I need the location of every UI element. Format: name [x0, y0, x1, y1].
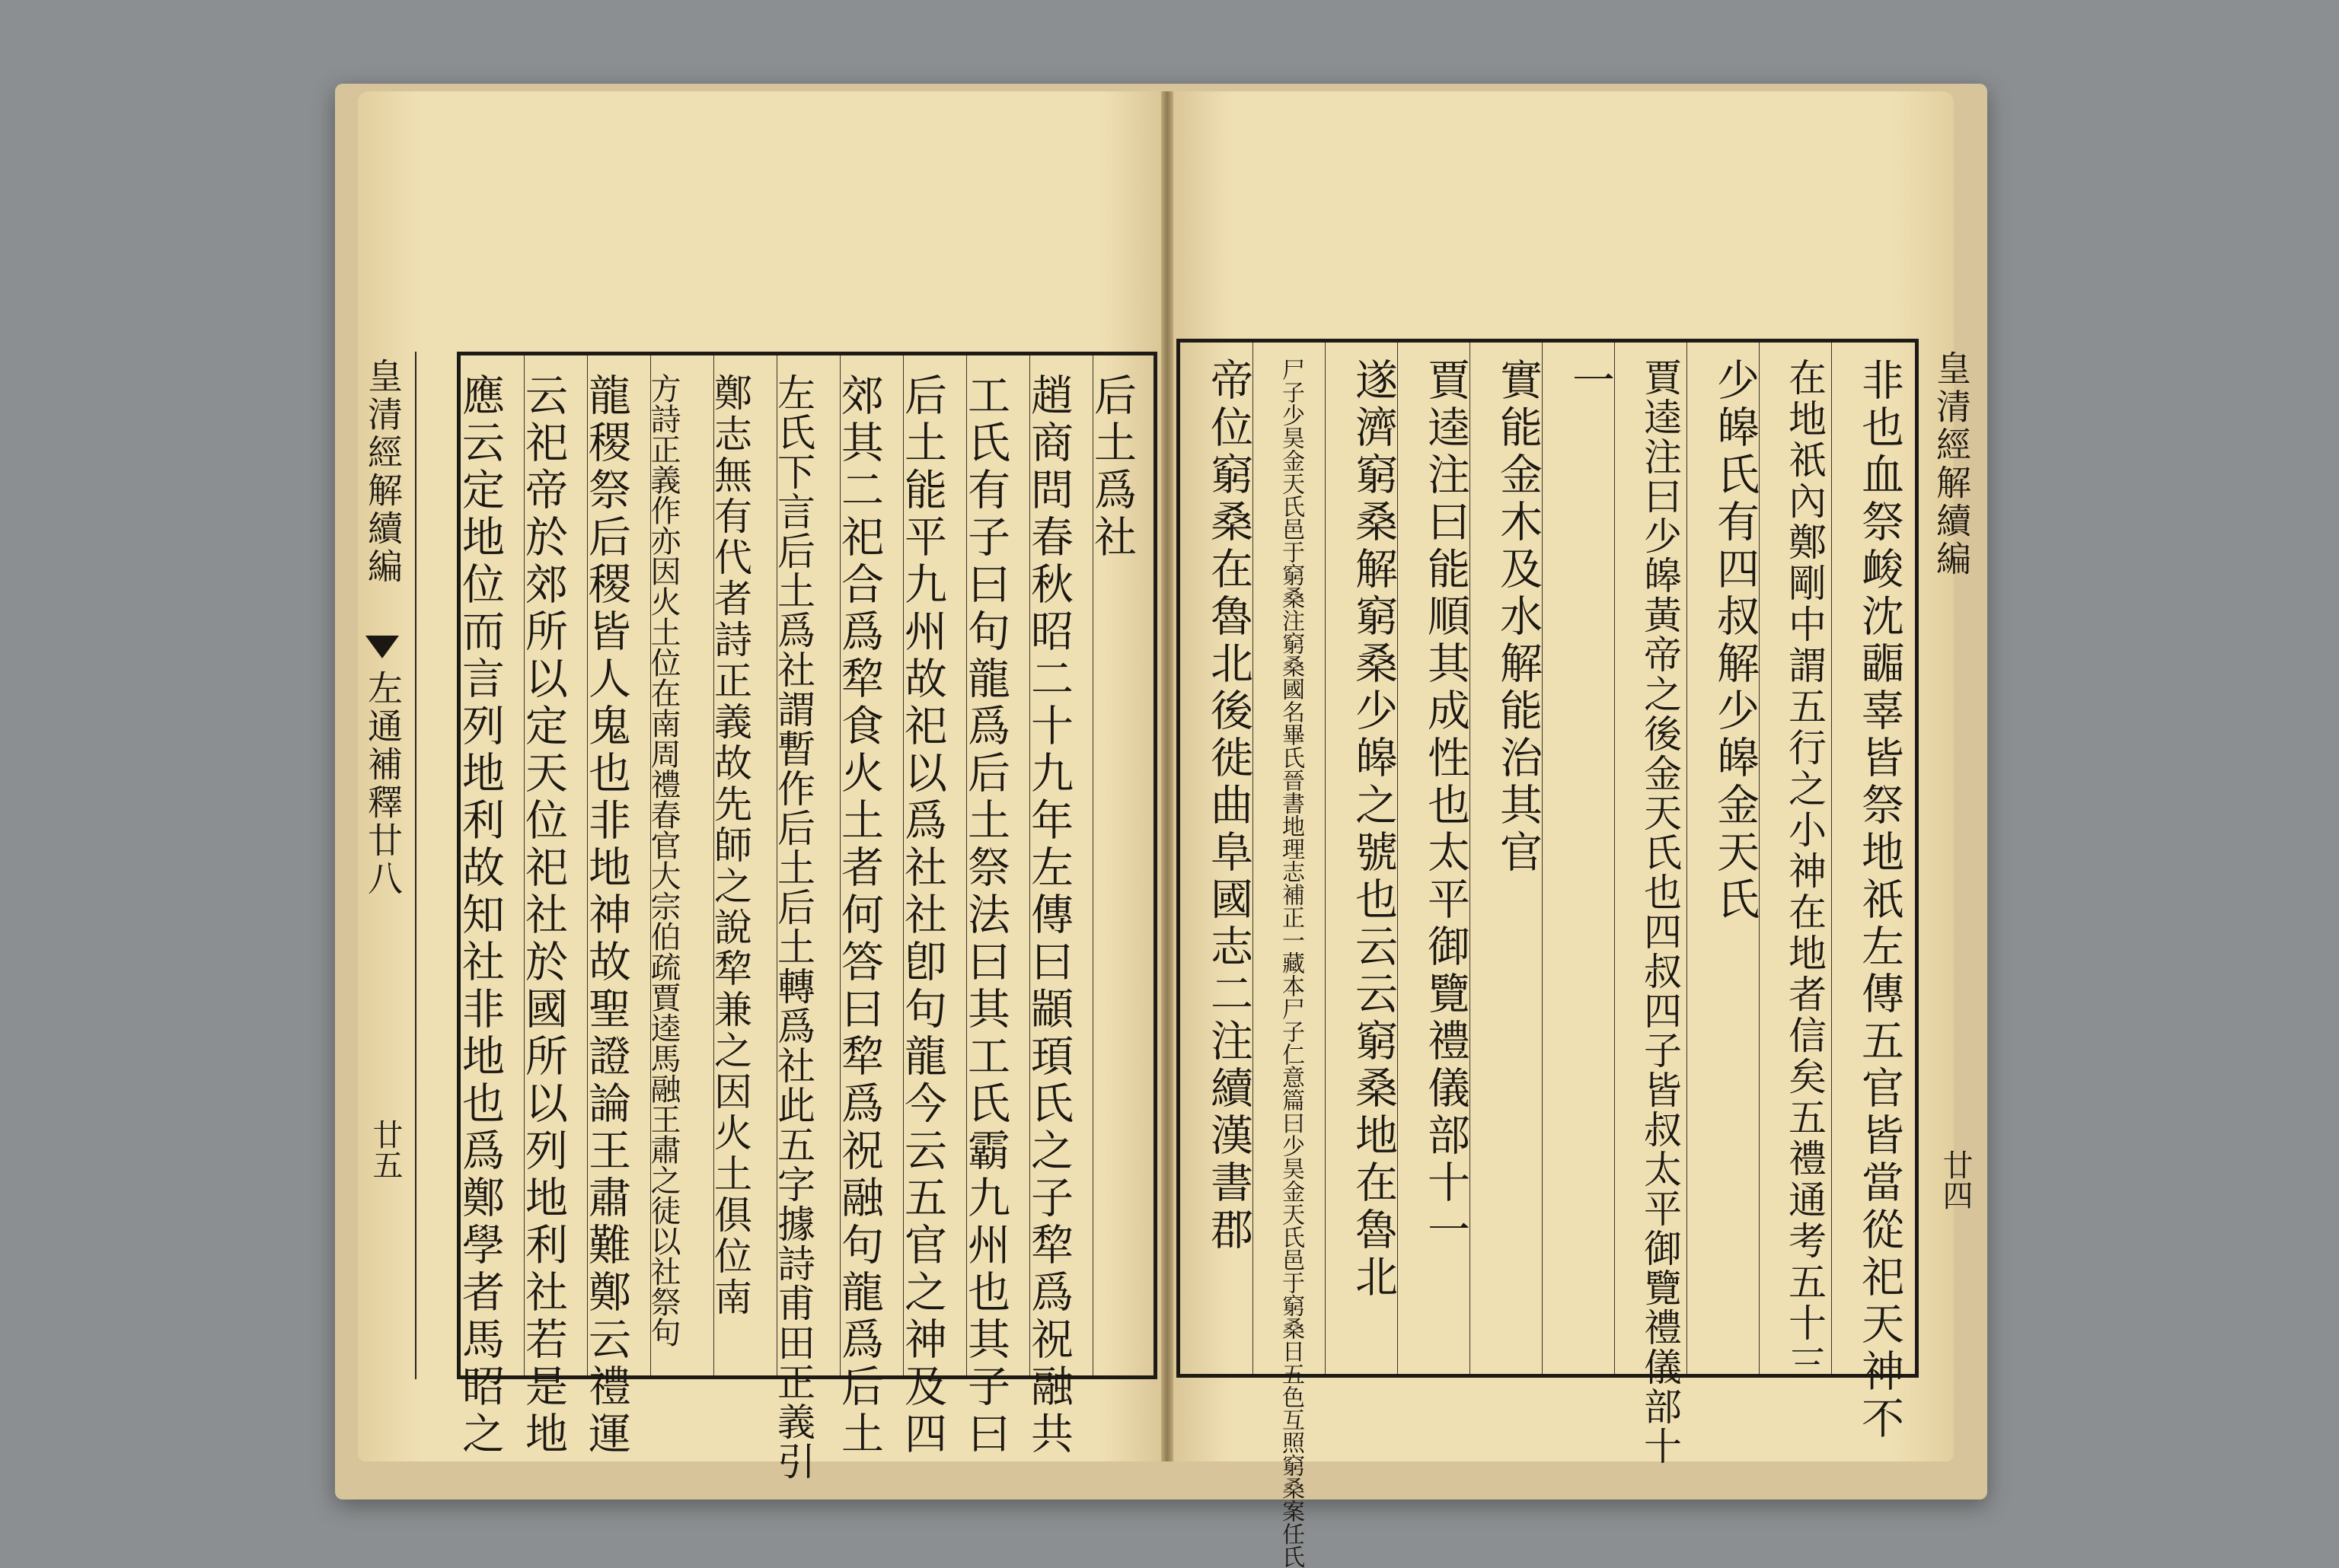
- text-column-2: 趙商問春秋昭二十九年左傳曰顓頊氏之子犂爲祝融共: [1024, 373, 1074, 1458]
- text-column-r2: 在地祇內鄭剛中謂五行之小神在地者信矣五禮通考五十三: [1782, 358, 1827, 1385]
- text-column-r3: 少皞氏有四叔解少皞金天氏: [1710, 358, 1760, 924]
- text-column-11: 應云定地位而言列地利故知社非地也爲鄭學者馬昭之: [455, 373, 505, 1458]
- column-rule: [1325, 343, 1326, 1374]
- right-page-number: 廿四: [1938, 1149, 1973, 1210]
- text-column-3: 工氏有子曰句龍爲后土祭法曰其工氏霸九州也其子曰: [961, 373, 1010, 1458]
- column-rule: [1831, 343, 1832, 1374]
- text-column-5: 郊其二祀合爲犂食火土者何答曰犂爲祝融句龍爲后土: [834, 373, 884, 1458]
- text-column-r9: 尸子少昊金天氏邑于窮桑注窮桑國名畢氏晉書地理志補正一藏本尸子仁意篇曰少昊金天氏邑于窮桑日五色互照窮桑案任氏: [1278, 358, 1304, 1568]
- left-margin-subtitle: 左通補釋廿八: [362, 670, 404, 898]
- right-margin-title: 皇清經解續編: [1931, 350, 1972, 578]
- left-margin-rule: [415, 352, 416, 1379]
- text-column-4: 后土能平九州故祀以爲社社卽句龍今云五官之神及四: [898, 373, 947, 1458]
- text-column-1: 后土爲社: [1087, 373, 1137, 562]
- left-margin-title: 皇清經解續編: [362, 358, 404, 586]
- text-column-r10: 帝位窮桑在魯北後徙曲阜國志二注續漢書郡: [1204, 358, 1253, 1254]
- left-page-number: 廿五: [368, 1119, 403, 1180]
- book-gutter: [1161, 91, 1173, 1461]
- text-column-7: 鄭志無有代者詩正義故先師之說犂兼之因火土俱位南: [708, 373, 752, 1318]
- text-column-6: 左氏下言后土爲社謂暫作后土后土轉爲社此五字據詩甫田正義引: [771, 373, 815, 1481]
- text-column-10: 云祀帝於郊所以定天位祀社於國所以列地利社若是地: [519, 373, 568, 1458]
- text-column-r1: 非也血祭䘒沈疈辜皆祭地祇左傳五官皆當從祀天神不: [1855, 358, 1904, 1443]
- column-rule: [1686, 343, 1687, 1374]
- text-column-9: 龍稷祭后稷皆人鬼也非地神故聖證論王肅難鄭云禮運: [582, 373, 631, 1458]
- text-column-r4: 賈逵注曰少皞黃帝之後金天氏也四叔四子皆叔太平御覽禮儀部十: [1638, 358, 1682, 1466]
- text-column-r6: 實能金木及水解能治其官: [1493, 358, 1543, 877]
- text-column-r7: 賈逵注曰能順其成性也太平御覽禮儀部十一: [1421, 358, 1470, 1254]
- column-rule: [1614, 343, 1615, 1374]
- text-column-r8: 遂濟窮桑解窮桑少皞之號也云云窮桑地在魯北: [1348, 358, 1398, 1302]
- fish-tail-mark: [365, 636, 399, 658]
- text-column-r5: 一: [1565, 358, 1615, 405]
- text-column-8: 方詩正義作亦因火土位在南周禮春官大宗伯疏賈逵馬融王肅之徒以社祭句: [646, 373, 681, 1347]
